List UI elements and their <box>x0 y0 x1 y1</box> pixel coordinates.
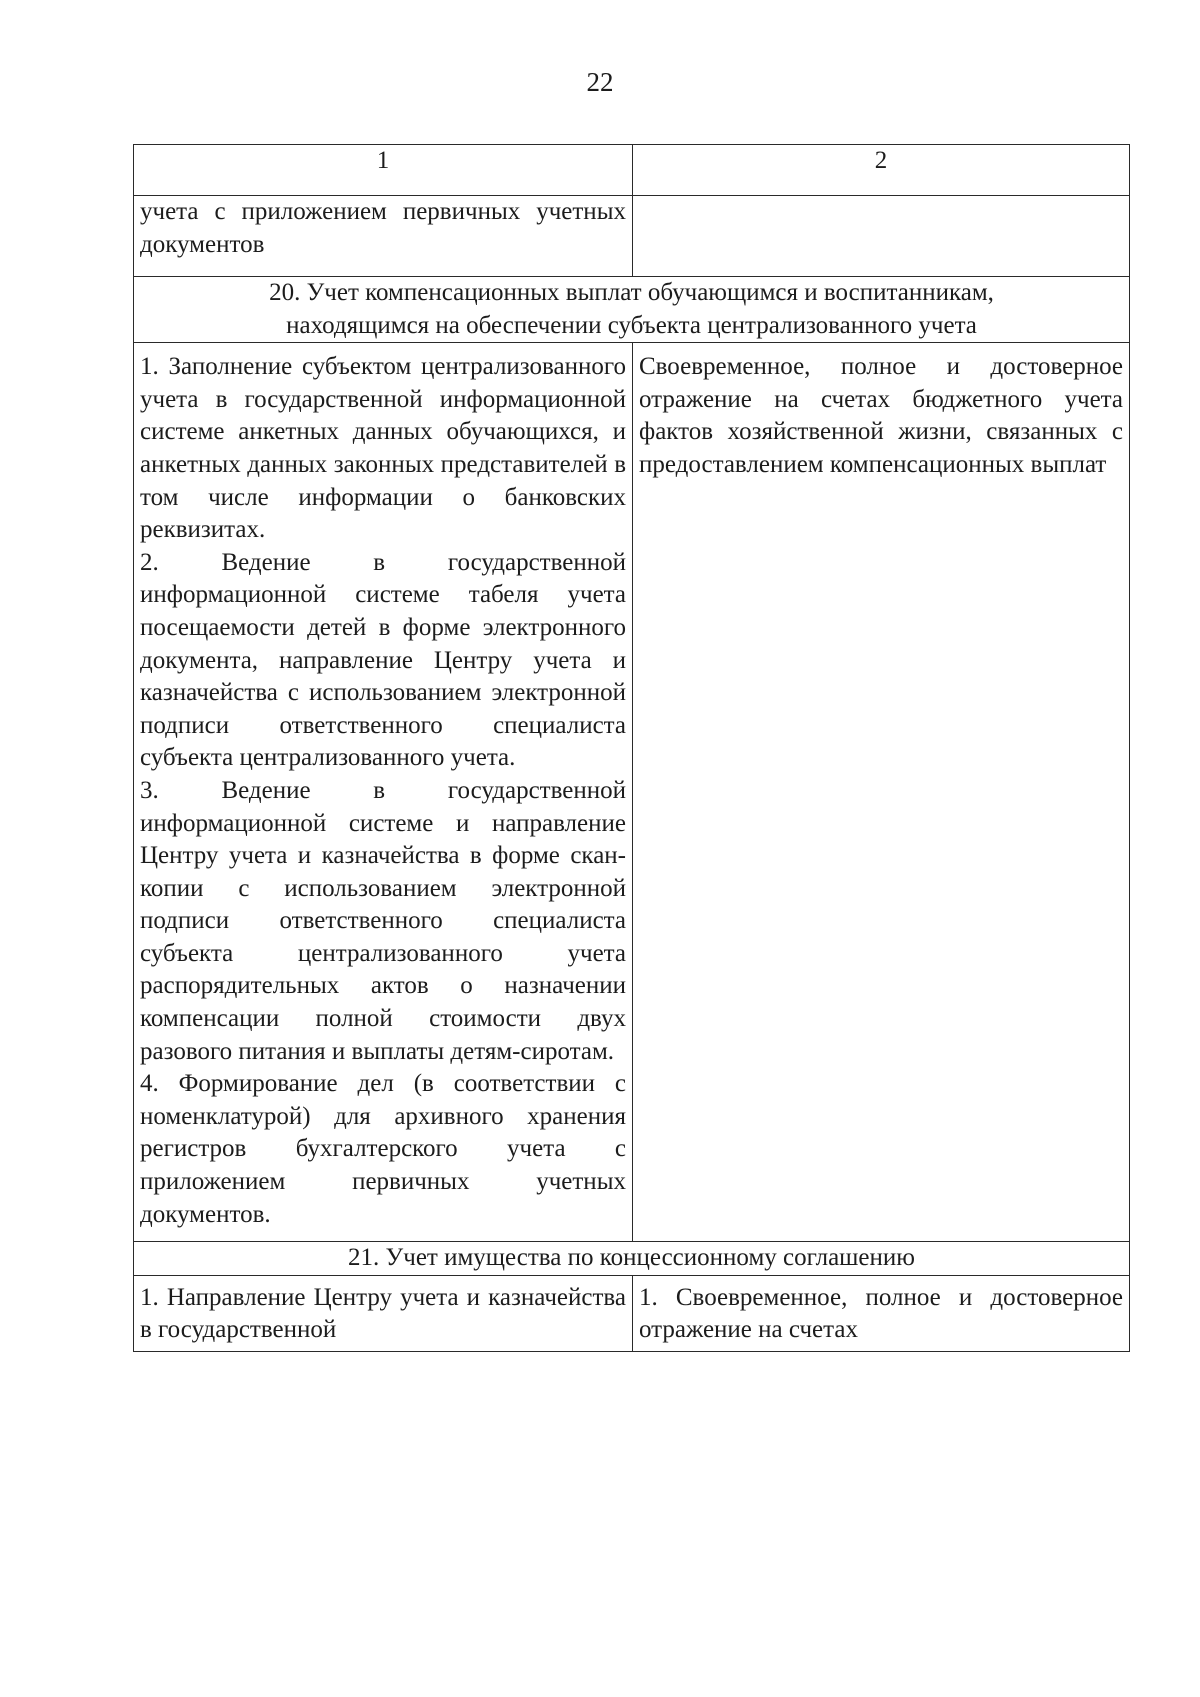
section-heading-line: находящимся на обеспечении субъекта централизованного учета <box>286 311 977 339</box>
main-table <box>133 144 1130 1352</box>
section-heading: 21. Учет имущества по концессионному соглашению <box>134 1242 1130 1276</box>
table-cell <box>134 343 633 1242</box>
column-header-2: 2 <box>633 145 1130 196</box>
list-item: 1. Заполнение субъектом централизованного учета в государственной информационной системе анкетных данных обучающихся, и анкетных данных законных представителей в том числе информации о банковских реквизитах. <box>140 353 626 544</box>
column-header-1: 1 <box>134 145 633 196</box>
section-heading-row <box>134 1242 1130 1276</box>
table-cell <box>633 196 1130 277</box>
table-row <box>134 1275 1130 1351</box>
table-header-row <box>134 145 1130 196</box>
list-item: 4. Формирование дел (в соответствии с номенклатурой) для архивного хранения регистров бухгалтерского учета с приложением первичных учетных документов. <box>140 1070 626 1228</box>
section-heading-line: 20. Учет компенсационных выплат обучающимся и воспитанникам, <box>269 279 994 306</box>
table-cell: 1. Своевременное, полное и достоверное отражение на счетах <box>633 1275 1130 1351</box>
page-number: 22 <box>586 67 614 97</box>
table-cell: Своевременное, полное и достоверное отражение на счетах бюджетного учета фактов хозяйственной жизни, связанных с предоставлением компенсационных выплат <box>633 343 1130 1242</box>
section-heading-row <box>134 277 1130 343</box>
table-row <box>134 343 1130 1242</box>
table-row <box>134 196 1130 277</box>
list-item: 2. Ведение в государственной информационной системе табеля учета посещаемости детей в форме электронного документа, направление Центру учета и казначейства с использованием электронной подписи ответственного специалиста субъекта централизованного учета. <box>140 548 626 772</box>
table-cell: 1. Направление Центру учета и казначейства в государственной <box>134 1275 633 1351</box>
section-heading <box>134 277 1130 343</box>
list-item: 3. Ведение в государственной информационной системе и направление Центру учета и казначейства в форме скан-копии с использованием электронной подписи ответственного специалиста субъекта централизованного учета распорядительных актов о назначении компенсации полной стоимости двух разового питания и выплаты детям-сиротам. <box>140 776 626 1065</box>
table-cell: учета с приложением первичных учетных документов <box>134 196 633 277</box>
